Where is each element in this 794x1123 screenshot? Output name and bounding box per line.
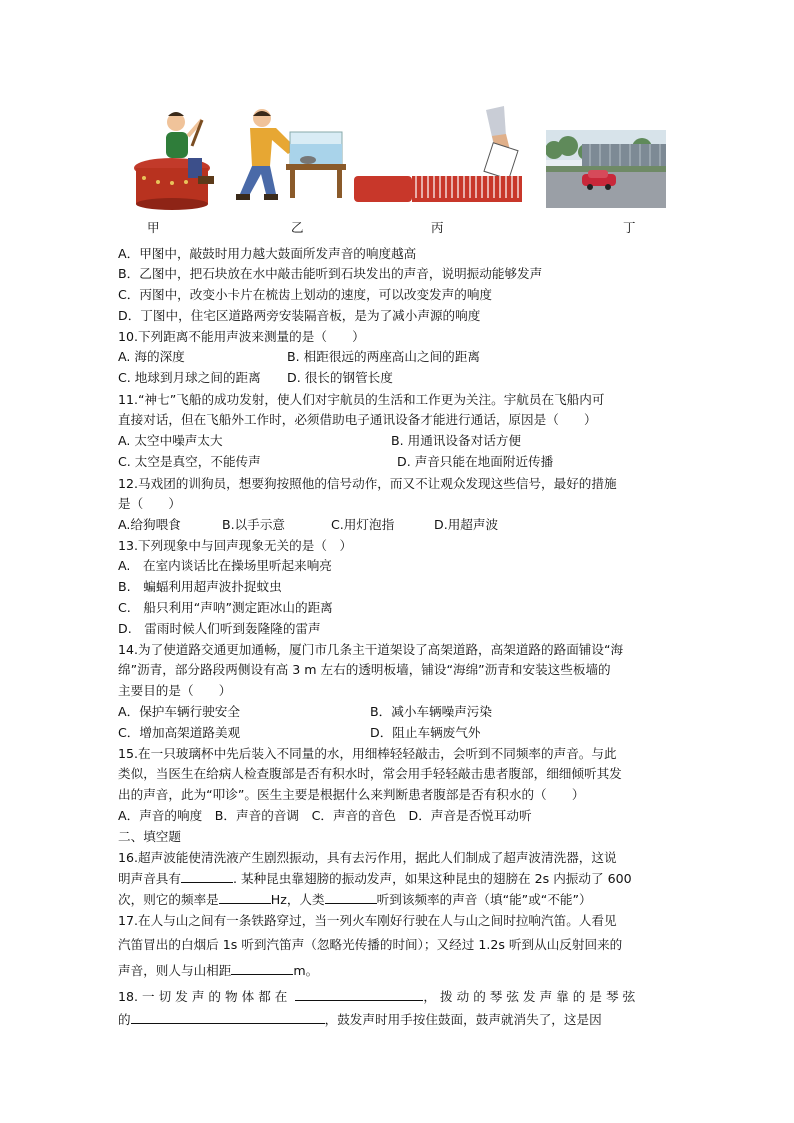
- figure-row: [118, 100, 678, 235]
- q11-stem-line2: 直接对话，但在飞船外工作时，必须借助电子通讯设备才能进行通话，原因是（ ）: [118, 412, 597, 427]
- q18-blank-2[interactable]: [131, 1009, 325, 1024]
- q14-option-c: C．增加高架道路美观: [118, 725, 241, 740]
- q16-line2: [118, 868, 632, 889]
- q16-text-2a: 明声音具有: [118, 871, 181, 886]
- q10-option-b: B. 相距很远的两座高山之间的距离: [287, 349, 480, 364]
- q15-stem-line3: 出的声音，此为“叩诊”。医生主要是根据什么来判断患者腹部是否有积水的（ ）: [118, 787, 585, 802]
- q12-option-b: B.以手示意: [222, 517, 286, 532]
- q10-option-c: C. 地球到月球之间的距离: [118, 370, 261, 385]
- q18-blank-1[interactable]: [295, 986, 423, 1001]
- q16-blank-1[interactable]: [181, 868, 233, 883]
- q14-option-a: A．保护车辆行驶安全: [118, 704, 240, 719]
- q13-option-d: D. 雷雨时候人们听到轰隆隆的雷声: [118, 621, 321, 636]
- q15-stem-line1: 15.在一只玻璃杯中先后装入不同量的水，用细棒轻轻敲击，会听到不同频率的声音。与此: [118, 746, 617, 761]
- q16-blank-2[interactable]: [219, 889, 271, 904]
- q17-text-3a: 声音，则人与山相距: [118, 963, 232, 978]
- q15-stem-line2: 类似，当医生在给病人检查腹部是否有积水时，常会用手轻轻敲击患者腹部，细细倾听其发: [118, 766, 622, 781]
- q10-option-d: D. 很长的钢管长度: [287, 370, 393, 385]
- q14-option-b: B．减小车辆噪声污染: [370, 704, 492, 719]
- drum-figure: [132, 106, 222, 210]
- q17-line2: 汽笛冒出的白烟后 1s 听到汽笛声（忽略光传播的时间）；又经过 1.2s 听到从山反射回来的: [118, 937, 623, 952]
- q16-text-3b: Hz，人类: [270, 892, 325, 907]
- q18-line2: [118, 1009, 602, 1030]
- comb-figure: [354, 106, 526, 210]
- q17-text-3b: m。: [293, 963, 319, 978]
- q18-line1: [118, 986, 635, 1007]
- tank-figure: [236, 108, 348, 208]
- q14-stem-line1: 14.为了使道路交通更加通畅，厦门市几条主干道架设了高架道路，高架道路的路面铺设“海: [118, 642, 624, 657]
- q16-text-2b: . 某种昆虫靠翅膀的振动发声，如果这种昆虫的翅膀在 2s 内振动了 600: [232, 871, 632, 886]
- q13-stem: 13.下列现象中与回声现象无关的是（ ）: [118, 538, 353, 553]
- figure-label-yi: 乙: [291, 220, 304, 235]
- q18-text-2a: 的: [118, 1012, 131, 1027]
- q18-text-1b: ， 拨 动 的 琴 弦 发 声 靠 的 是 琴 弦: [423, 989, 636, 1004]
- q17-blank-1[interactable]: [231, 960, 293, 975]
- q12-stem-line1: 12.马戏团的训狗员，想要狗按照他的信号动作，而又不让观众发现这些信号，最好的措施: [118, 476, 617, 491]
- q12-option-a: A.给狗喂食: [118, 517, 181, 532]
- q18-text-2b: ，鼓发声时用手按住鼓面，鼓声就消失了，这是因: [324, 1012, 602, 1027]
- q13-option-c: C. 船只利用“声呐”测定距冰山的距离: [118, 600, 333, 615]
- figure-label-ding: 丁: [623, 220, 636, 235]
- q9-option-b: B．乙图中，把石块放在水中敲击能听到石块发出的声音，说明振动能够发声: [118, 266, 543, 281]
- q13-option-a: A. 在室内谈话比在操场里听起来响亮: [118, 558, 332, 573]
- q11-stem-line1: 11.“神七”飞船的成功发射，使人们对宇航员的生活和工作更为关注。宇航员在飞船内可: [118, 392, 605, 407]
- q14-stem-line2: 绵”沥青，部分路段两侧设有高 3 m 左右的透明板墙，铺设“海绵”沥青和安装这些板墙的: [118, 662, 611, 677]
- q9-option-c: C．丙图中，改变小卡片在梳齿上划动的速度，可以改变发声的响度: [118, 287, 493, 302]
- q16-blank-3[interactable]: [325, 889, 377, 904]
- q12-option-d: D.用超声波: [434, 517, 499, 532]
- q16-text-3c: 听到该频率的声音（填“能”或“不能”）: [376, 892, 592, 907]
- q15-options: A．声音的响度 B．声音的音调 C．声音的音色 D．声音是否悦耳动听: [118, 808, 532, 823]
- q9-option-a: A．甲图中，敲鼓时用力越大鼓面所发声音的响度越高: [118, 246, 417, 261]
- q12-stem-line2: 是（ ）: [118, 496, 181, 511]
- q14-option-d: D．阻止车辆废气外: [370, 725, 481, 740]
- q11-option-b: B. 用通讯设备对话方便: [391, 433, 521, 448]
- q16-line3: [118, 889, 592, 910]
- q11-option-a: A. 太空中噪声太大: [118, 433, 223, 448]
- q18-text-1a: 18. 一 切 发 声 的 物 体 都 在: [118, 989, 288, 1004]
- q17-line3: [118, 960, 318, 981]
- q17-line1: 17.在人与山之间有一条铁路穿过，当一列火车刚好行驶在人与山之间时拉响汽笛。人看见: [118, 913, 617, 928]
- section-heading-fill-in: 二、填空题: [118, 829, 181, 844]
- q10-option-a: A. 海的深度: [118, 349, 185, 364]
- q13-option-b: B. 蝙蝠利用超声波扑捉蚊虫: [118, 579, 282, 594]
- q16-text-3a: 次，则它的频率是: [118, 892, 219, 907]
- q10-stem: 10.下列距离不能用声波来测量的是（ ）: [118, 329, 365, 344]
- q16-line1: 16.超声波能使清洗液产生剧烈振动，具有去污作用，据此人们制成了超声波清洗器，这说: [118, 850, 617, 865]
- q11-option-d: D. 声音只能在地面附近传播: [397, 454, 554, 469]
- q12-option-c: C.用灯泡指: [331, 517, 395, 532]
- q9-option-d: D．丁图中，住宅区道路两旁安装隔音板，是为了减小声源的响度: [118, 308, 481, 323]
- q11-option-c: C. 太空是真空，不能传声: [118, 454, 261, 469]
- q14-stem-line3: 主要目的是（ ）: [118, 683, 232, 698]
- figure-label-jia: 甲: [147, 220, 160, 235]
- figure-label-bing: 丙: [431, 220, 444, 235]
- noise-barrier-figure: [546, 130, 666, 208]
